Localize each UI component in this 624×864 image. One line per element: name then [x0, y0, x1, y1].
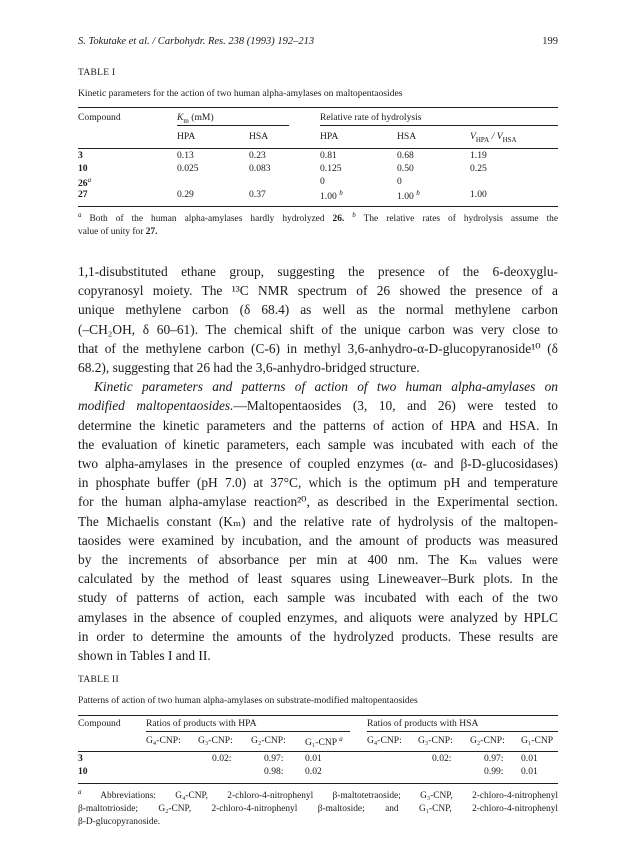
table1-header-rule	[78, 148, 558, 149]
table2-cell-hsa-g1: 0.01	[521, 766, 538, 777]
table1-cell-compound: 26$^a$	[78, 176, 92, 190]
section-heading: modified maltopentaosides.	[78, 398, 234, 414]
table1-sub-km-hpa: HPA	[177, 131, 196, 142]
table2-cell-hpa-g2: 0.97:	[264, 753, 284, 764]
table2-sub-hsa-g2: G₂-CNP:	[470, 735, 505, 746]
body-line: The Michaelis constant (Kₘ) and the relative rate of hydrolysis of the maltopen-	[78, 513, 558, 529]
table2-col-hsa: Ratios of products with HSA	[367, 718, 479, 729]
table2-sub-hsa-g4: G₄-CNP:	[367, 735, 402, 746]
body-line	[78, 377, 558, 396]
table1-cell-km-hsa: 0.23	[249, 150, 266, 161]
table2-col-compound: Compound	[78, 718, 121, 729]
table1-footnote-line: $^a$ Both of the human alpha-amylases hardly hydrolyzed 26. $^b$ The relative rates of hydrolysis assume the	[78, 211, 558, 225]
table1-rel-span-rule	[320, 125, 558, 126]
table2-sub-hpa-g2: G₂-CNP:	[251, 735, 286, 746]
table2-footnote-line: β-maltotrioside; G₂-CNP, 2-chloro-4-nitrophenyl β-maltoside; and G₁-CNP, 2-chloro-4-nitrophenyl	[78, 804, 558, 815]
table2-col-hpa: Ratios of products with HPA	[146, 718, 257, 729]
body-line: unique methylene carbon (δ 68.4) as well as the normal methylene carbon	[78, 302, 558, 318]
table2-cell-hsa-g3: 0.02:	[432, 753, 452, 764]
table2-footnotes	[78, 786, 558, 829]
table1-cell-ratio: 0.25	[470, 163, 487, 174]
table1-cell-rel-hsa: 0	[397, 176, 402, 187]
table2-label: TABLE II	[78, 675, 119, 685]
table1-cell-km-hsa: 0.083	[249, 163, 271, 174]
table1-cell-rel-hpa: 1.00 $^b$	[320, 189, 343, 203]
body-line: 68.2), suggesting that 26 had the 3,6-anhydro-bridged structure.	[78, 360, 420, 376]
table2-bottom-rule	[78, 783, 558, 784]
table1-label: TABLE I	[78, 68, 116, 78]
running-header	[78, 36, 558, 50]
table2-sub-hsa-g1: G₁-CNP	[521, 735, 554, 746]
body-line: study of patterns of action, each sample was incubated with each of the two	[78, 590, 558, 606]
body-line: shown in Tables I and II.	[78, 648, 211, 664]
body-line: for the human alpha-amylase reaction²⁰, as described in the Experimental section.	[78, 494, 558, 510]
table2-caption: Patterns of action of two human alpha-amylases on substrate-modified maltopentaosides	[78, 695, 418, 706]
body-line: determine the kinetic parameters and the patterns of action of HPA and HSA. In	[78, 417, 558, 433]
table1-cell-km-hpa: 0.025	[177, 163, 199, 174]
table1-sub-rel-hpa: HPA	[320, 131, 339, 142]
table1-cell-compound: 10	[78, 163, 88, 174]
table2-cell-hsa-g2: 0.99:	[484, 766, 504, 777]
table2-cell-compound: 10	[78, 766, 88, 777]
table1-footnotes	[78, 209, 558, 239]
table1-cell-km-hpa: 0.13	[177, 150, 194, 161]
body-line: in phosphate buffer (pH 7.0) at 37°C, which is the optimum pH and temperature	[78, 475, 558, 491]
table1-footnote-line: value of unity for 27.	[78, 227, 158, 238]
body-line: amylases in the absence of coupled enzymes, and aliquots were analyzed by HPLC	[78, 609, 558, 625]
body-line: by the increments of absorbance per min at 400 nm. The Kₘ values were	[78, 552, 558, 568]
table1-cell-compound: 3	[78, 150, 83, 161]
table1-cell-ratio: 1.19	[470, 150, 487, 161]
table2-cell-hpa-g2: 0.98:	[264, 766, 284, 777]
body-text	[78, 262, 558, 665]
table2-header-rule	[78, 751, 558, 752]
body-line: the evaluation of kinetic parameters, each sample was incubated with each of the	[78, 436, 558, 452]
table2-sub-hsa-g3: G₃-CNP:	[418, 735, 453, 746]
table1-km-span-rule	[177, 125, 289, 126]
table2-cell-hsa-g1: 0.01	[521, 753, 538, 764]
running-title: S. Tokutake et al. / Carbohydr. Res. 238 (1993) 192–213	[78, 36, 315, 47]
table1-col-km: $K_m$ (mM)	[177, 112, 214, 125]
table1-col-relative-rate: Relative rate of hydrolysis	[320, 112, 422, 123]
table2-cell-hsa-g2: 0.97:	[484, 753, 504, 764]
body-line: modified maltopentaosides.—Maltopentaosides (3, 10, and 26) were tested to	[78, 398, 558, 414]
table2-sub-hpa-g4: G₄-CNP:	[146, 735, 181, 746]
table2-cell-hpa-g1: 0.01	[305, 753, 322, 764]
page-number: 199	[542, 36, 558, 47]
body-line: in order to determine the amounts of the hydrolyzed products. These results are	[78, 628, 558, 644]
table1-caption: Kinetic parameters for the action of two human alpha-amylases on maltopentaosides	[78, 88, 403, 99]
body-line: taosides were examined by incubation, and the amount of products was measured	[78, 532, 558, 548]
table2-footnote-line: $^a$ Abbreviations: G₄-CNP, 2-chloro-4-nitrophenyl β-maltotetraoside; G₃-CNP, 2-chloro-4-nitrophenyl	[78, 788, 558, 802]
body-line: calculated by the method of least squares using Lineweaver–Burk plots. In the	[78, 571, 558, 587]
section-heading: Kinetic parameters and patterns of action of two human alpha-amylases on	[94, 379, 558, 395]
table2-cell-compound: 3	[78, 753, 83, 764]
body-line: 1,1-disubstituted ethane group, suggesting the presence of the 6-deoxyglu-	[78, 264, 558, 279]
table1-sub-ratio: $V_{HPA} / V_{HSA}$	[470, 131, 517, 144]
table2-sub-hpa-g3: G₃-CNP:	[198, 735, 233, 746]
body-line: that of the methylene carbon (C-6) in methyl 3,6-anhydro-α-D-glucopyranoside¹⁰ (δ	[78, 340, 558, 356]
table2-footnote-line: β-D-glucopyranoside.	[78, 817, 161, 828]
table1-sub-km-hsa: HSA	[249, 131, 269, 142]
body-line: (–CH₂OH, δ 60–61). The chemical shift of the unique carbon was very close to	[78, 321, 558, 337]
body-line: copyranosyl moiety. The ¹³C NMR spectrum of 26 showed the presence of a	[78, 283, 558, 299]
table1-cell-compound: 27	[78, 189, 88, 200]
body-line: two alpha-amylases in the presence of coupled enzymes (α- and β-D-glucosidases)	[78, 456, 558, 472]
table2-sub-hpa-g1: G₁-CNP $^a$	[305, 735, 343, 749]
table2-cell-hpa-g3: 0.02:	[212, 753, 232, 764]
table1-col-compound: Compound	[78, 112, 121, 123]
table1-cell-km-hsa: 0.37	[249, 189, 266, 200]
table1-cell-rel-hsa: 1.00 $^b$	[397, 189, 420, 203]
table1-cell-ratio: 1.00	[470, 189, 487, 200]
table1-cell-rel-hpa: 0	[320, 176, 325, 187]
table2-cell-hpa-g1: 0.02	[305, 766, 322, 777]
table1-cell-rel-hsa: 0.50	[397, 163, 414, 174]
table1-cell-rel-hsa: 0.68	[397, 150, 414, 161]
table2-hsa-span-rule	[367, 731, 558, 732]
table1-top-rule	[78, 107, 558, 108]
table1-bottom-rule	[78, 206, 558, 207]
table2-hpa-span-rule	[146, 731, 350, 732]
table1-cell-rel-hpa: 0.81	[320, 150, 337, 161]
table1-cell-rel-hpa: 0.125	[320, 163, 342, 174]
table1-sub-rel-hsa: HSA	[397, 131, 417, 142]
table2-top-rule	[78, 715, 558, 716]
table1-cell-km-hpa: 0.29	[177, 189, 194, 200]
